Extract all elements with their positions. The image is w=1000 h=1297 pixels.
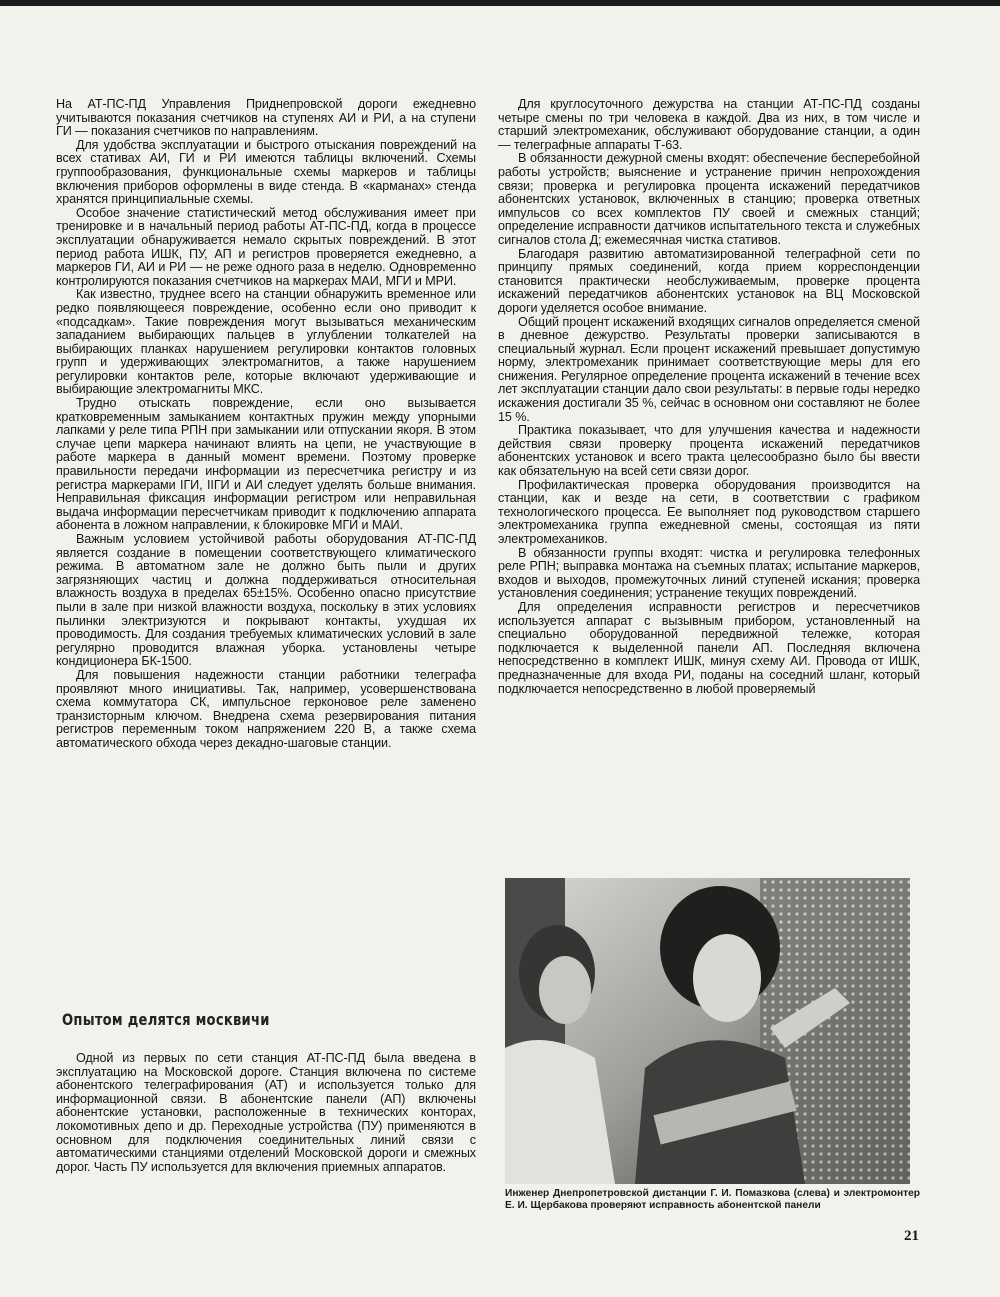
paragraph: Одной из первых по сети станция АТ-ПС-ПД была введена в эксплуатацию на Московской дороге. Станция включена по системе абонентского телеграфирования (АТ) и используется только для информационной связи. В абонентские панели (АП) включены абонентские установки, расположенные в технических конторах, локомотивных депо и др. Переходные устройства (ПУ) применяются в основном для подключения соединительных линий связи с автоматическими станциями отделений Московской дороги и смежных дорог. Часть ПУ используется для включения приемных аппаратов.	[56, 1051, 476, 1174]
paragraph: Особое значение статистический метод обслуживания имеет при тренировке и в начальный период работы АТ-ПС-ПД, когда в процессе эксплуатации обнаруживается немало скрытых повреждений. В этот период работа ИШК, ПУ, АП и регистров проверяется ежедневно, а маркеров ГИ, АИ и РИ — не реже одного раза в неделю. Одновременно контролируются показания счетчиков на маркерах МАИ, МГИ и МРИ.	[56, 205, 476, 288]
page-number: 21	[904, 1228, 919, 1244]
right-column	[498, 98, 920, 696]
paragraph: Трудно отыскать повреждение, если оно вызывается кратковременным замыканием контактных пружин между упорными лапками у реле типа РПН при замыкании или отпускании якоря. В этом случае цепи маркера начинают влиять на цепи, не участвующие в работе маркера в данный момент времени. Поэтому проверке правильности передачи информации из пересчетчика регистру и из регистра маркерами IГИ, IIГИ и АИ следует уделять больше внимания. Неправильная фиксация информации регистром или неправильная выдача информации пересчетчикам приводит к подключению аппарата абонента в ложном направлении, к блокировке МГИ и МАИ.	[56, 396, 476, 533]
paragraph: Как известно, труднее всего на станции обнаружить временное или редко появляющееся повреждение, особенно если оно приводит к «подсадкам». Такие повреждения могут вызываться механическим западанием выбирающих пальцев в углублении толкателей на выбирающих планках нарушением регулировки контактов головных групп и удерживающих электромагнитов, а также нарушением регулировки контактов реле, которые включают удерживающие и выбирающие электромагниты МКС.	[56, 287, 476, 397]
paragraph: Для повышения надежности станции работники телеграфа проявляют много инициативы. Так, например, усовершенствована схема коммутатора СК, импульсное герконовое реле заменено транзисторным ключом. Внедрена схема резервирования питания регистров переменным током напряжением 220 В, а также схема автоматического обхода через декадно-шаговые станции.	[56, 667, 476, 750]
paragraph: В обязанности дежурной смены входят: обеспечение бесперебойной работы устройств; выяснение и устранение причин непрохождения связи; проверка и регулировка процента искажений передатчиков абонентских установок, включенных в станцию; проверка ответных импульсов со всех комплектов ПУ своей и смежных станций; определение исправности датчиков испытательного текста и служебных сигналов стола Д; ежемесячная чистка стативов.	[498, 151, 920, 247]
paragraph: Практика показывает, что для улучшения качества и надежности действия связи проверку процента искажений передатчиков абонентских установок и всего тракта целесообразно было бы ввести как обязательную на всей сети связи дорог.	[498, 423, 920, 479]
photo-caption: Инженер Днепропетровской дистанции Г. И. Помазкова (слева) и электромонтер Е. И. Щербакова проверяют исправность абонентской панели	[505, 1188, 920, 1211]
top-rule	[0, 0, 1000, 6]
paragraph: Для определения исправности регистров и пересчетчиков используется аппарат с вызывным прибором, установленный на специально оборудованной передвижной тележке, которая подключается к выделенной панели АП. Последняя включена непосредственно в комплект ИШК, минуя схему АИ. Провода от ИШК, предназначенные для входа РИ, поданы на соседний шланг, который подключается непосредственно в любой проверяемый	[498, 599, 920, 696]
section-heading: Опытом делятся москвичи	[62, 1010, 270, 1029]
paragraph: Для круглосуточного дежурства на станции АТ-ПС-ПД созданы четыре смены по три человека в каждой. Два из них, в том числе и старший электромеханик, обслуживают оборудование станции, а один — телеграфные аппараты Т-63.	[498, 97, 920, 152]
paragraph: Важным условием устойчивой работы оборудования АТ-ПС-ПД является создание в помещении соответствующего климатического режима. В автоматном зале не должно быть пыли и других загрязняющих частиц и должна поддерживаться относительная влажность воздуха в пределах 65±15%. Особенно опасно присутствие пыли в зале при низкой влажности воздуха, поскольку в этих условиях пылинки электризуются и покрывают контакты, ухудшая их проводимость. Для создания требуемых климатических условий в зале регулярно проводится влажная уборка. установлены четыре кондиционера БК-1500.	[56, 532, 476, 669]
paragraph: Общий процент искажений входящих сигналов определяется сменой в дневное дежурство. Результаты проверки записываются в специальный журнал. Если процент искажений превышает допустимую норму, электромеханик принимает соответствующие меры для его снижения. Регулярное определение процента искажений в течение всех лет эксплуатации станции дало свои результаты: в первые годы нередко искажения достигали 35 %, сейчас в основном они составляют не более 15 %.	[498, 314, 920, 424]
left-column	[56, 98, 476, 751]
paragraph: Профилактическая проверка оборудования производится на станции, как и везде на сети, в соответствии с графиком технологического процесса. Ее выполняет под руководством старшего электромеханика группа ежедневной смены, состоящая из пяти электромехаников.	[498, 477, 920, 546]
paragraph: Благодаря развитию автоматизированной телеграфной сети по принципу прямых соединений, когда прием корреспонденции становится практически необслуживаемым, проверке процента искажений передатчиков абонентских установок на ВЦ Московской дороги уделяется особое внимание.	[498, 246, 920, 315]
paragraph: Для удобства эксплуатации и быстрого отыскания повреждений на всех стативах АИ, ГИ и РИ имеются таблицы включений. Схемы группообразования, функциональные схемы маркеров и таблицы включения приборов оформлены в виде стенда. В «карманах» стенда хранятся принципиальные схемы.	[56, 137, 476, 207]
paragraph: В обязанности группы входят: чистка и регулировка телефонных реле РПН; выправка монтажа на съемных платах; испытание маркеров, входов и выходов, промежуточных линий ступеней искания; проверка установления соединения; устранение текущих повреждений.	[498, 545, 920, 601]
photo	[505, 878, 910, 1184]
section-body	[56, 1052, 476, 1174]
paragraph: На АТ-ПС-ПД Управления Приднепровской дороги ежедневно учитываются показания счетчиков на ступенях АИ и РИ, а на ступени ГИ — показания счетчиков по направлениям.	[56, 97, 476, 139]
photo-image	[505, 878, 910, 1184]
